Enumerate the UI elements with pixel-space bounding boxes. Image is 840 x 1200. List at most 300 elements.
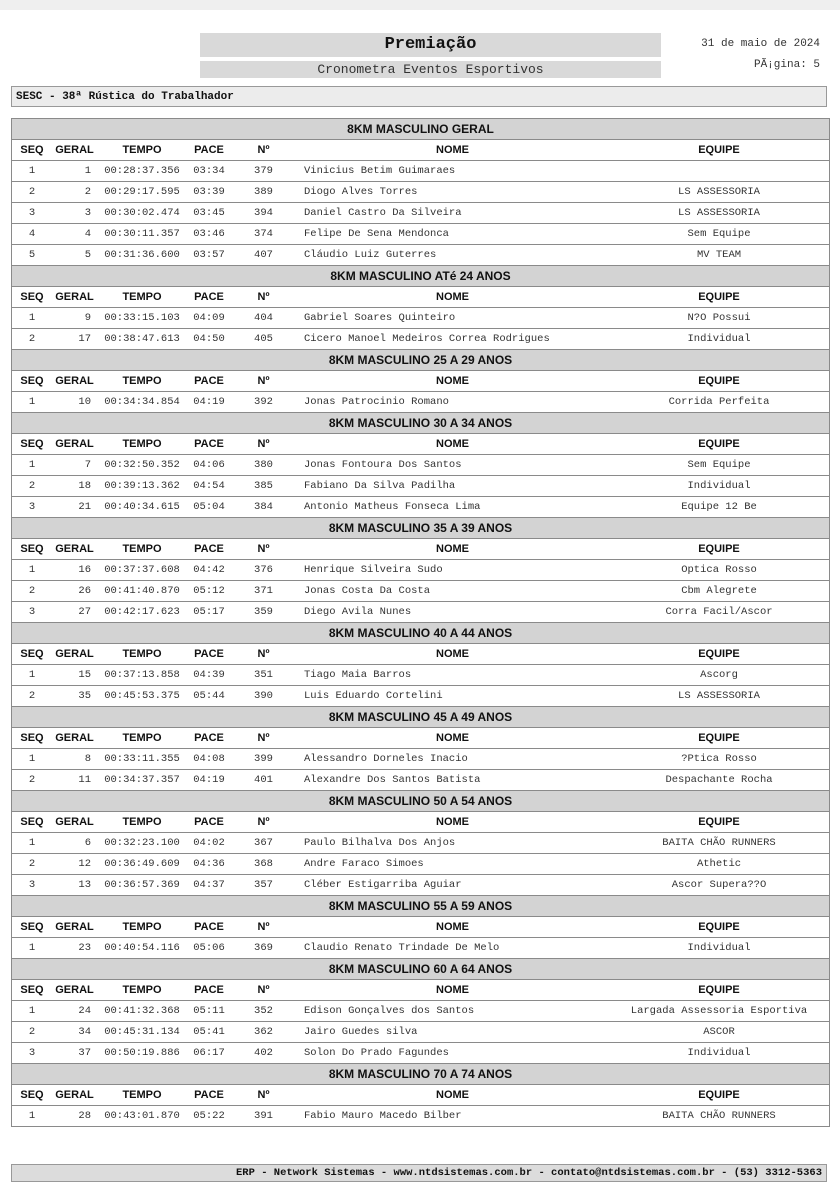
- column-header-num: Nº: [257, 984, 270, 996]
- cell-nome: Luis Eduardo Cortelini: [304, 690, 443, 702]
- cell-tempo: 00:45:53.375: [104, 690, 180, 702]
- cell-equipe: LS ASSESSORIA: [678, 690, 760, 702]
- table-row: [12, 224, 829, 245]
- cell-nome: Tiago Maia Barros: [304, 669, 412, 681]
- column-header-seq: SEQ: [20, 438, 44, 450]
- cell-equipe: Corra Facil/Ascor: [665, 606, 773, 618]
- cell-num: 407: [254, 249, 273, 261]
- cell-num: 380: [254, 459, 273, 471]
- cell-num: 389: [254, 186, 273, 198]
- column-header-equipe: EQUIPE: [698, 816, 740, 828]
- column-header-nome: NOME: [436, 732, 469, 744]
- column-header-tempo: TEMPO: [122, 921, 162, 933]
- cell-num: 362: [254, 1026, 273, 1038]
- cell-pace: 04:36: [193, 858, 225, 870]
- category-header: 8KM MASCULINO 30 A 34 ANOS: [12, 413, 829, 434]
- column-header-num: Nº: [257, 375, 270, 387]
- table-row: [12, 1106, 829, 1127]
- column-header-pace: PACE: [194, 1089, 224, 1101]
- column-header-num: Nº: [257, 543, 270, 555]
- cell-equipe: Individual: [687, 333, 751, 345]
- category-header: 8KM MASCULINO 55 A 59 ANOS: [12, 896, 829, 917]
- cell-nome: Jonas Patrocinio Romano: [304, 396, 449, 408]
- column-header-geral: GERAL: [55, 921, 94, 933]
- cell-tempo: 00:37:13.858: [104, 669, 180, 681]
- column-header-pace: PACE: [194, 438, 224, 450]
- cell-num: 376: [254, 564, 273, 576]
- cell-geral: 4: [84, 228, 91, 240]
- cell-seq: 3: [28, 879, 36, 891]
- column-header-equipe: EQUIPE: [698, 144, 740, 156]
- column-header-row: [12, 434, 829, 455]
- column-header-tempo: TEMPO: [122, 144, 162, 156]
- column-header-pace: PACE: [194, 732, 224, 744]
- table-row: [12, 203, 829, 224]
- cell-tempo: 00:42:17.623: [104, 606, 180, 618]
- page-title: Premiação: [200, 33, 661, 57]
- cell-geral: 18: [78, 480, 91, 492]
- cell-equipe: Corrida Perfeita: [668, 396, 770, 408]
- cell-nome: Henrique Silveira Sudo: [304, 564, 443, 576]
- table-row: [12, 875, 829, 896]
- cell-seq: 3: [28, 1047, 36, 1059]
- cell-geral: 3: [84, 207, 91, 219]
- column-header-num: Nº: [257, 438, 270, 450]
- cell-seq: 1: [28, 669, 36, 681]
- category-header: 8KM MASCULINO 40 A 44 ANOS: [12, 623, 829, 644]
- cell-nome: Vinicius Betim Guimaraes: [304, 165, 456, 177]
- cell-geral: 12: [78, 858, 91, 870]
- cell-nome: Edison Gonçalves dos Santos: [304, 1005, 475, 1017]
- column-header-nome: NOME: [436, 543, 469, 555]
- cell-num: 351: [254, 669, 273, 681]
- cell-tempo: 00:30:02.474: [104, 207, 180, 219]
- cell-geral: 27: [78, 606, 91, 618]
- page-number: PÃ¡gina: 5: [753, 59, 820, 71]
- cell-tempo: 00:41:40.870: [104, 585, 180, 597]
- table-row: [12, 665, 829, 686]
- cell-tempo: 00:31:36.600: [104, 249, 180, 261]
- cell-tempo: 00:34:34.854: [104, 396, 180, 408]
- cell-tempo: 00:39:13.362: [104, 480, 180, 492]
- cell-equipe: BAITA CHÃO RUNNERS: [662, 1110, 776, 1122]
- column-header-pace: PACE: [194, 921, 224, 933]
- cell-geral: 28: [78, 1110, 91, 1122]
- cell-pace: 06:17: [193, 1047, 225, 1059]
- cell-pace: 05:41: [193, 1026, 225, 1038]
- column-header-num: Nº: [257, 921, 270, 933]
- category-header: 8KM MASCULINO 45 A 49 ANOS: [12, 707, 829, 728]
- cell-equipe: Equipe 12 Be: [681, 501, 757, 513]
- cell-tempo: 00:29:17.595: [104, 186, 180, 198]
- cell-equipe: Cbm Alegrete: [681, 585, 757, 597]
- cell-geral: 34: [78, 1026, 91, 1038]
- cell-geral: 35: [78, 690, 91, 702]
- cell-pace: 05:22: [193, 1110, 225, 1122]
- cell-equipe: LS ASSESSORIA: [678, 207, 760, 219]
- table-row: [12, 938, 829, 959]
- column-header-equipe: EQUIPE: [698, 291, 740, 303]
- cell-nome: Jairo Guedes silva: [304, 1026, 418, 1038]
- table-row: [12, 1043, 829, 1064]
- cell-geral: 2: [84, 186, 91, 198]
- cell-equipe: Individual: [687, 480, 751, 492]
- page-subtitle: Cronometra Eventos Esportivos: [200, 61, 661, 78]
- column-header-equipe: EQUIPE: [698, 543, 740, 555]
- column-header-pace: PACE: [194, 291, 224, 303]
- column-header-seq: SEQ: [20, 732, 44, 744]
- column-header-num: Nº: [257, 144, 270, 156]
- column-header-geral: GERAL: [55, 984, 94, 996]
- cell-pace: 04:19: [193, 396, 225, 408]
- cell-tempo: 00:28:37.356: [104, 165, 180, 177]
- column-header-pace: PACE: [194, 375, 224, 387]
- category-header: 8KM MASCULINO 60 A 64 ANOS: [12, 959, 829, 980]
- table-row: [12, 833, 829, 854]
- column-header-pace: PACE: [194, 816, 224, 828]
- cell-tempo: 00:33:15.103: [104, 312, 180, 324]
- column-header-geral: GERAL: [55, 1089, 94, 1101]
- cell-geral: 21: [78, 501, 91, 513]
- cell-nome: Jonas Fontoura Dos Santos: [304, 459, 462, 471]
- cell-nome: Alessandro Dorneles Inacio: [304, 753, 468, 765]
- cell-equipe: Individual: [687, 942, 751, 954]
- cell-num: 385: [254, 480, 273, 492]
- cell-nome: Antonio Matheus Fonseca Lima: [304, 501, 481, 513]
- table-row: [12, 308, 829, 329]
- cell-equipe: [609, 161, 829, 181]
- cell-seq: 1: [28, 459, 36, 471]
- cell-pace: 04:37: [193, 879, 225, 891]
- cell-nome: Diogo Alves Torres: [304, 186, 418, 198]
- table-row: [12, 686, 829, 707]
- cell-nome: Diego Avila Nunes: [304, 606, 412, 618]
- column-header-seq: SEQ: [20, 1089, 44, 1101]
- cell-seq: 3: [28, 207, 36, 219]
- table-row: [12, 245, 829, 266]
- cell-seq: 2: [28, 186, 36, 198]
- cell-num: 359: [254, 606, 273, 618]
- table-row: [12, 392, 829, 413]
- cell-seq: 2: [28, 690, 36, 702]
- cell-num: 369: [254, 942, 273, 954]
- column-header-tempo: TEMPO: [122, 984, 162, 996]
- table-row: [12, 560, 829, 581]
- cell-geral: 5: [84, 249, 91, 261]
- column-header-nome: NOME: [436, 816, 469, 828]
- cell-pace: 04:06: [193, 459, 225, 471]
- column-header-nome: NOME: [436, 984, 469, 996]
- cell-pace: 04:50: [193, 333, 225, 345]
- column-header-seq: SEQ: [20, 291, 44, 303]
- column-header-geral: GERAL: [55, 543, 94, 555]
- cell-equipe: Largada Assessoria Esportiva: [630, 1005, 808, 1017]
- column-header-geral: GERAL: [55, 144, 94, 156]
- cell-pace: 03:34: [193, 165, 225, 177]
- cell-equipe: Individual: [687, 1047, 751, 1059]
- cell-equipe: MV TEAM: [696, 249, 742, 261]
- column-header-num: Nº: [257, 732, 270, 744]
- cell-tempo: 00:40:34.615: [104, 501, 180, 513]
- category-header: 8KM MASCULINO 50 A 54 ANOS: [12, 791, 829, 812]
- cell-equipe: ?Ptica Rosso: [681, 753, 757, 765]
- cell-nome: Paulo Bilhalva Dos Anjos: [304, 837, 456, 849]
- category-header: 8KM MASCULINO 70 A 74 ANOS: [12, 1064, 829, 1085]
- column-header-tempo: TEMPO: [122, 648, 162, 660]
- column-header-equipe: EQUIPE: [698, 648, 740, 660]
- cell-geral: 9: [84, 312, 91, 324]
- cell-tempo: 00:50:19.886: [104, 1047, 180, 1059]
- cell-equipe: ASCOR: [703, 1026, 735, 1038]
- cell-equipe: Ascor Supera??O: [671, 879, 767, 891]
- cell-pace: 04:19: [193, 774, 225, 786]
- column-header-row: [12, 644, 829, 665]
- cell-nome: Alexandre Dos Santos Batista: [304, 774, 481, 786]
- column-header-nome: NOME: [436, 438, 469, 450]
- table-row: [12, 161, 829, 182]
- column-header-tempo: TEMPO: [122, 732, 162, 744]
- cell-equipe: Optica Rosso: [681, 564, 757, 576]
- cell-seq: 1: [28, 753, 36, 765]
- cell-geral: 16: [78, 564, 91, 576]
- column-header-geral: GERAL: [55, 816, 94, 828]
- cell-seq: 1: [28, 312, 36, 324]
- cell-geral: 1: [84, 165, 91, 177]
- cell-seq: 4: [28, 228, 36, 240]
- cell-tempo: 00:33:11.355: [104, 753, 180, 765]
- cell-nome: Felipe De Sena Mendonca: [304, 228, 449, 240]
- cell-equipe: Athetic: [696, 858, 742, 870]
- cell-num: 405: [254, 333, 273, 345]
- cell-seq: 2: [28, 774, 36, 786]
- cell-nome: Fabio Mauro Macedo Bilber: [304, 1110, 462, 1122]
- category-header: 8KM MASCULINO GERAL: [12, 119, 829, 140]
- column-header-seq: SEQ: [20, 984, 44, 996]
- results-table: [11, 118, 830, 1127]
- cell-num: 367: [254, 837, 273, 849]
- cell-num: 392: [254, 396, 273, 408]
- column-header-seq: SEQ: [20, 648, 44, 660]
- cell-equipe: N?O Possui: [687, 312, 751, 324]
- cell-num: 384: [254, 501, 273, 513]
- cell-equipe: BAITA CHÃO RUNNERS: [662, 837, 776, 849]
- cell-num: 401: [254, 774, 273, 786]
- cell-pace: 04:39: [193, 669, 225, 681]
- column-header-row: [12, 1085, 829, 1106]
- column-header-geral: GERAL: [55, 375, 94, 387]
- category-header: 8KM MASCULINO 25 A 29 ANOS: [12, 350, 829, 371]
- column-header-seq: SEQ: [20, 921, 44, 933]
- cell-seq: 1: [28, 564, 36, 576]
- column-header-tempo: TEMPO: [122, 375, 162, 387]
- cell-nome: Claudio Renato Trindade De Melo: [304, 942, 500, 954]
- cell-geral: 24: [78, 1005, 91, 1017]
- cell-tempo: 00:34:37.357: [104, 774, 180, 786]
- cell-num: 399: [254, 753, 273, 765]
- cell-tempo: 00:43:01.870: [104, 1110, 180, 1122]
- cell-seq: 2: [28, 585, 36, 597]
- cell-equipe: Sem Equipe: [687, 228, 751, 240]
- column-header-tempo: TEMPO: [122, 543, 162, 555]
- cell-pace: 05:17: [193, 606, 225, 618]
- cell-tempo: 00:30:11.357: [104, 228, 180, 240]
- column-header-row: [12, 812, 829, 833]
- cell-nome: Gabriel Soares Quinteiro: [304, 312, 456, 324]
- cell-seq: 3: [28, 501, 36, 513]
- cell-geral: 26: [78, 585, 91, 597]
- column-header-equipe: EQUIPE: [698, 1089, 740, 1101]
- column-header-num: Nº: [257, 816, 270, 828]
- column-header-pace: PACE: [194, 648, 224, 660]
- column-header-row: [12, 917, 829, 938]
- cell-pace: 04:02: [193, 837, 225, 849]
- cell-geral: 17: [78, 333, 91, 345]
- column-header-nome: NOME: [436, 1089, 469, 1101]
- column-header-nome: NOME: [436, 375, 469, 387]
- cell-pace: 03:46: [193, 228, 225, 240]
- column-header-pace: PACE: [194, 984, 224, 996]
- column-header-equipe: EQUIPE: [698, 732, 740, 744]
- column-header-row: [12, 539, 829, 560]
- cell-num: 357: [254, 879, 273, 891]
- column-header-tempo: TEMPO: [122, 816, 162, 828]
- column-header-geral: GERAL: [55, 438, 94, 450]
- column-header-seq: SEQ: [20, 816, 44, 828]
- cell-pace: 04:08: [193, 753, 225, 765]
- cell-tempo: 00:32:23.100: [104, 837, 180, 849]
- cell-tempo: 00:37:37.608: [104, 564, 180, 576]
- column-header-row: [12, 140, 829, 161]
- cell-nome: Fabiano Da Silva Padilha: [304, 480, 456, 492]
- cell-pace: 05:06: [193, 942, 225, 954]
- column-header-row: [12, 980, 829, 1001]
- cell-nome: Solon Do Prado Fagundes: [304, 1047, 449, 1059]
- cell-tempo: 00:36:57.369: [104, 879, 180, 891]
- column-header-num: Nº: [257, 1089, 270, 1101]
- column-header-nome: NOME: [436, 648, 469, 660]
- cell-seq: 1: [28, 165, 36, 177]
- table-row: [12, 1001, 829, 1022]
- cell-nome: Cicero Manoel Medeiros Correa Rodrigues: [304, 333, 550, 345]
- cell-seq: 5: [28, 249, 36, 261]
- cell-equipe: Despachante Rocha: [665, 774, 773, 786]
- table-row: [12, 476, 829, 497]
- table-row: [12, 1022, 829, 1043]
- column-header-equipe: EQUIPE: [698, 984, 740, 996]
- column-header-nome: NOME: [436, 291, 469, 303]
- cell-pace: 03:39: [193, 186, 225, 198]
- category-header: 8KM MASCULINO 35 A 39 ANOS: [12, 518, 829, 539]
- column-header-row: [12, 287, 829, 308]
- cell-equipe: LS ASSESSORIA: [678, 186, 760, 198]
- cell-num: 402: [254, 1047, 273, 1059]
- cell-seq: 1: [28, 1110, 36, 1122]
- column-header-geral: GERAL: [55, 732, 94, 744]
- column-header-row: [12, 371, 829, 392]
- cell-tempo: 00:41:32.368: [104, 1005, 180, 1017]
- column-header-pace: PACE: [194, 543, 224, 555]
- cell-nome: Cléber Estigarriba Aguiar: [304, 879, 462, 891]
- cell-seq: 2: [28, 333, 36, 345]
- cell-seq: 1: [28, 396, 36, 408]
- cell-seq: 2: [28, 480, 36, 492]
- cell-num: 374: [254, 228, 273, 240]
- table-row: [12, 497, 829, 518]
- cell-geral: 10: [78, 396, 91, 408]
- column-header-tempo: TEMPO: [122, 291, 162, 303]
- cell-equipe: Ascorg: [700, 669, 738, 681]
- top-strip: [0, 0, 840, 10]
- cell-seq: 1: [28, 1005, 36, 1017]
- cell-tempo: 00:45:31.134: [104, 1026, 180, 1038]
- column-header-geral: GERAL: [55, 291, 94, 303]
- column-header-seq: SEQ: [20, 144, 44, 156]
- column-header-pace: PACE: [194, 144, 224, 156]
- column-header-tempo: TEMPO: [122, 438, 162, 450]
- cell-tempo: 00:40:54.116: [104, 942, 180, 954]
- column-header-nome: NOME: [436, 144, 469, 156]
- table-row: [12, 581, 829, 602]
- cell-nome: Cláudio Luiz Guterres: [304, 249, 437, 261]
- column-header-seq: SEQ: [20, 543, 44, 555]
- cell-pace: 05:44: [193, 690, 225, 702]
- cell-seq: 1: [28, 942, 36, 954]
- cell-seq: 2: [28, 1026, 36, 1038]
- cell-pace: 05:12: [193, 585, 225, 597]
- event-name: SESC - 38ª Rústica do Trabalhador: [11, 86, 827, 107]
- cell-pace: 03:45: [193, 207, 225, 219]
- column-header-equipe: EQUIPE: [698, 375, 740, 387]
- cell-nome: Daniel Castro Da Silveira: [304, 207, 462, 219]
- cell-num: 379: [254, 165, 273, 177]
- cell-num: 394: [254, 207, 273, 219]
- column-header-num: Nº: [257, 648, 270, 660]
- cell-seq: 2: [28, 858, 36, 870]
- cell-tempo: 00:36:49.609: [104, 858, 180, 870]
- table-row: [12, 854, 829, 875]
- column-header-nome: NOME: [436, 921, 469, 933]
- cell-pace: 04:09: [193, 312, 225, 324]
- cell-pace: 05:04: [193, 501, 225, 513]
- cell-pace: 05:11: [193, 1005, 225, 1017]
- cell-num: 371: [254, 585, 273, 597]
- cell-num: 352: [254, 1005, 273, 1017]
- table-row: [12, 182, 829, 203]
- cell-num: 391: [254, 1110, 273, 1122]
- table-row: [12, 455, 829, 476]
- column-header-num: Nº: [257, 291, 270, 303]
- table-row: [12, 749, 829, 770]
- cell-geral: 6: [84, 837, 91, 849]
- cell-geral: 13: [78, 879, 91, 891]
- report-date: 31 de maio de 2024: [701, 38, 820, 50]
- cell-geral: 11: [78, 774, 91, 786]
- cell-seq: 3: [28, 606, 36, 618]
- cell-tempo: 00:32:50.352: [104, 459, 180, 471]
- cell-nome: Andre Faraco Simoes: [304, 858, 424, 870]
- cell-equipe: Sem Equipe: [687, 459, 751, 471]
- cell-pace: 04:42: [193, 564, 225, 576]
- column-header-row: [12, 728, 829, 749]
- cell-num: 390: [254, 690, 273, 702]
- cell-num: 368: [254, 858, 273, 870]
- cell-geral: 37: [78, 1047, 91, 1059]
- cell-num: 404: [254, 312, 273, 324]
- table-row: [12, 602, 829, 623]
- table-row: [12, 770, 829, 791]
- cell-geral: 8: [84, 753, 91, 765]
- cell-pace: 03:57: [193, 249, 225, 261]
